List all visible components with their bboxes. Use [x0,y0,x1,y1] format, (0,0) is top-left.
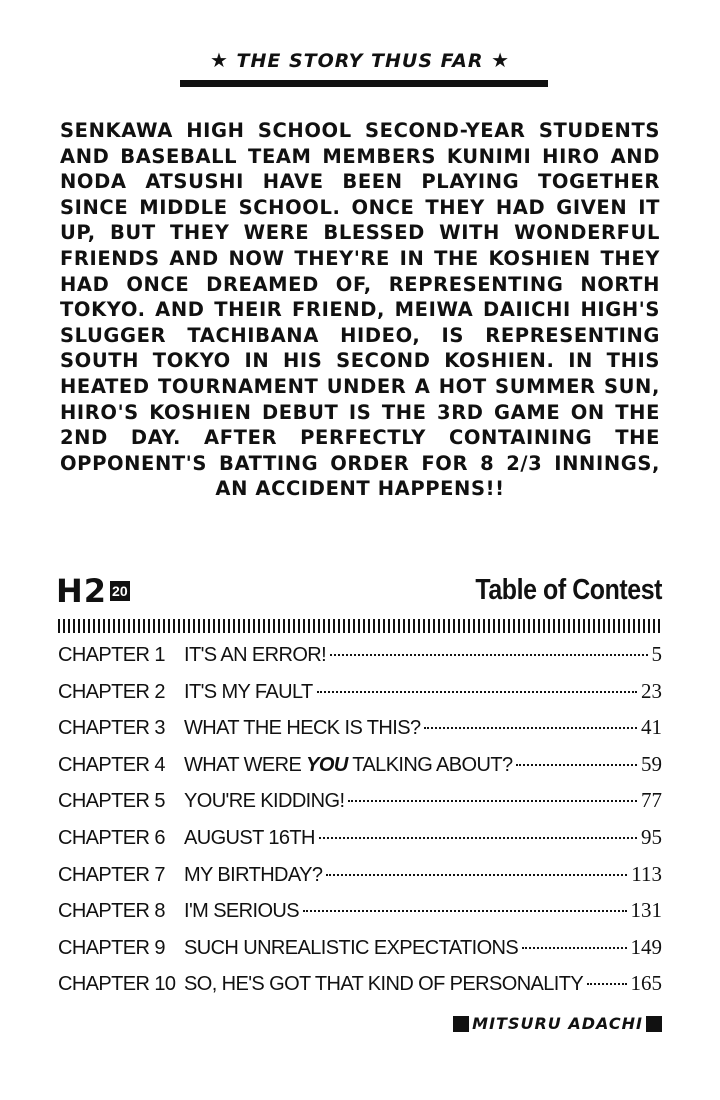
toc-chapter-label: CHAPTER 2 [58,680,165,703]
square-icon [646,1016,662,1032]
toc-page-number: 165 [630,971,662,996]
toc-chapter-label: CHAPTER 6 [58,826,165,849]
toc-chapter-label: CHAPTER 4 [58,753,165,776]
series-brand [56,572,130,610]
toc-leader-dots [317,691,637,693]
square-icon [453,1016,469,1032]
series-logo: H2 [56,572,108,610]
toc-page-number: 5 [651,642,662,666]
toc-row [58,752,662,789]
toc-row [58,679,662,716]
story-header-title: THE STORY THUS FAR [236,50,484,72]
toc-list [58,642,662,1008]
toc-chapter-title: YOU'RE KIDDING! [184,790,345,813]
star-icon: ★ [209,48,229,72]
toc-row [58,715,662,752]
toc-leader-dots [424,727,637,729]
toc-leader-dots [587,983,626,985]
toc-title-part: TALKING ABOUT? [347,753,513,776]
toc-row [58,862,662,899]
toc-row [58,935,662,972]
toc-page-number: 59 [641,751,662,776]
toc-leader-dots [319,837,637,839]
toc-chapter-label: CHAPTER 7 [58,863,165,886]
author-name: MITSURU ADACHI [472,1014,643,1033]
tick-rule [58,619,662,633]
toc-leader-dots [516,764,637,766]
toc-chapter-title: SO, HE'S GOT THAT KIND OF PERSONALITY [184,973,584,996]
toc-page-number: 131 [630,898,662,923]
toc-page-number: 41 [641,715,662,740]
toc-leader-dots [330,654,647,656]
toc-chapter-label: CHAPTER 1 [58,644,165,666]
toc-chapter-title: MY BIRTHDAY? [184,863,323,886]
toc-page-number: 149 [630,934,662,959]
toc-chapter-title: SUCH UNREALISTIC EXPECTATIONS [184,936,519,959]
toc-row [58,898,662,935]
toc-chapter-title: IT'S AN ERROR! [184,644,327,666]
toc-chapter-title: WHAT THE HECK IS THIS? [184,717,421,740]
toc-page-number: 113 [631,861,662,886]
toc-leader-dots [303,910,626,912]
toc-row [58,971,662,1008]
toc-chapter-title: I'M SERIOUS [184,900,300,923]
toc-page-number: 23 [641,678,662,703]
star-icon: ★ [491,48,511,72]
toc-chapter-label: CHAPTER 5 [58,790,165,813]
toc-leader-dots [348,800,637,802]
toc-chapter-label: CHAPTER 9 [58,936,165,959]
volume-badge: 20 [112,583,128,599]
toc-title-emphasis: YOU [306,753,348,776]
toc-title-part: WHAT WERE [184,753,307,776]
story-header [0,48,720,72]
story-summary: SENKAWA HIGH SCHOOL SECOND-YEAR STUDENTS AND BASEBALL TEAM MEMBERS KUNIMI HIRO AND NODA ATSUSHI HAVE BEEN PLAYING TOGETHER SINCE MIDDLE SCHOOL. ONCE THEY HAD GIVEN IT UP, BUT THEY WERE BLESSED WITH WONDERFUL FRIENDS AND NOW THEY'RE IN THE KOSHIEN THEY HAD ONCE DREAMED OF, REPRESENTING NORTH TOKYO. AND THEIR FRIEND, MEIWA DAIICHI HIGH'S SLUGGER TACHIBANA HIDEO, IS REPRESENTING SOUTH TOKYO IN HIS SECOND KOSHIEN. IN THIS HEATED TOURNAMENT UNDER A HOT SUMMER SUN, HIRO'S KOSHIEN DEBUT IS THE 3RD GAME ON THE 2ND DAY. AFTER PERFECTLY CONTAINING THE OPPONENT'S BATTING ORDER FOR 8 2/3 INNINGS, AN ACCIDENT HAPPENS!! [60,119,660,501]
toc-page-number: 77 [641,788,662,813]
author-credit [453,1014,662,1033]
toc-chapter-title: IT'S MY FAULT [184,680,313,703]
toc-leader-dots [326,874,627,876]
toc-chapter-label: CHAPTER 10 [58,973,176,996]
toc-title: Table of Contest [475,574,662,606]
toc-leader-dots [522,947,626,949]
header-rule [180,80,548,87]
toc-chapter-label: CHAPTER 3 [58,717,165,740]
toc-row [58,825,662,862]
toc-row [58,642,662,679]
toc-chapter-title: AUGUST 16TH [184,826,315,849]
toc-row [58,788,662,825]
toc-chapter-label: CHAPTER 8 [58,900,165,923]
toc-page-number: 95 [641,824,662,849]
toc-chapter-title [184,754,512,777]
